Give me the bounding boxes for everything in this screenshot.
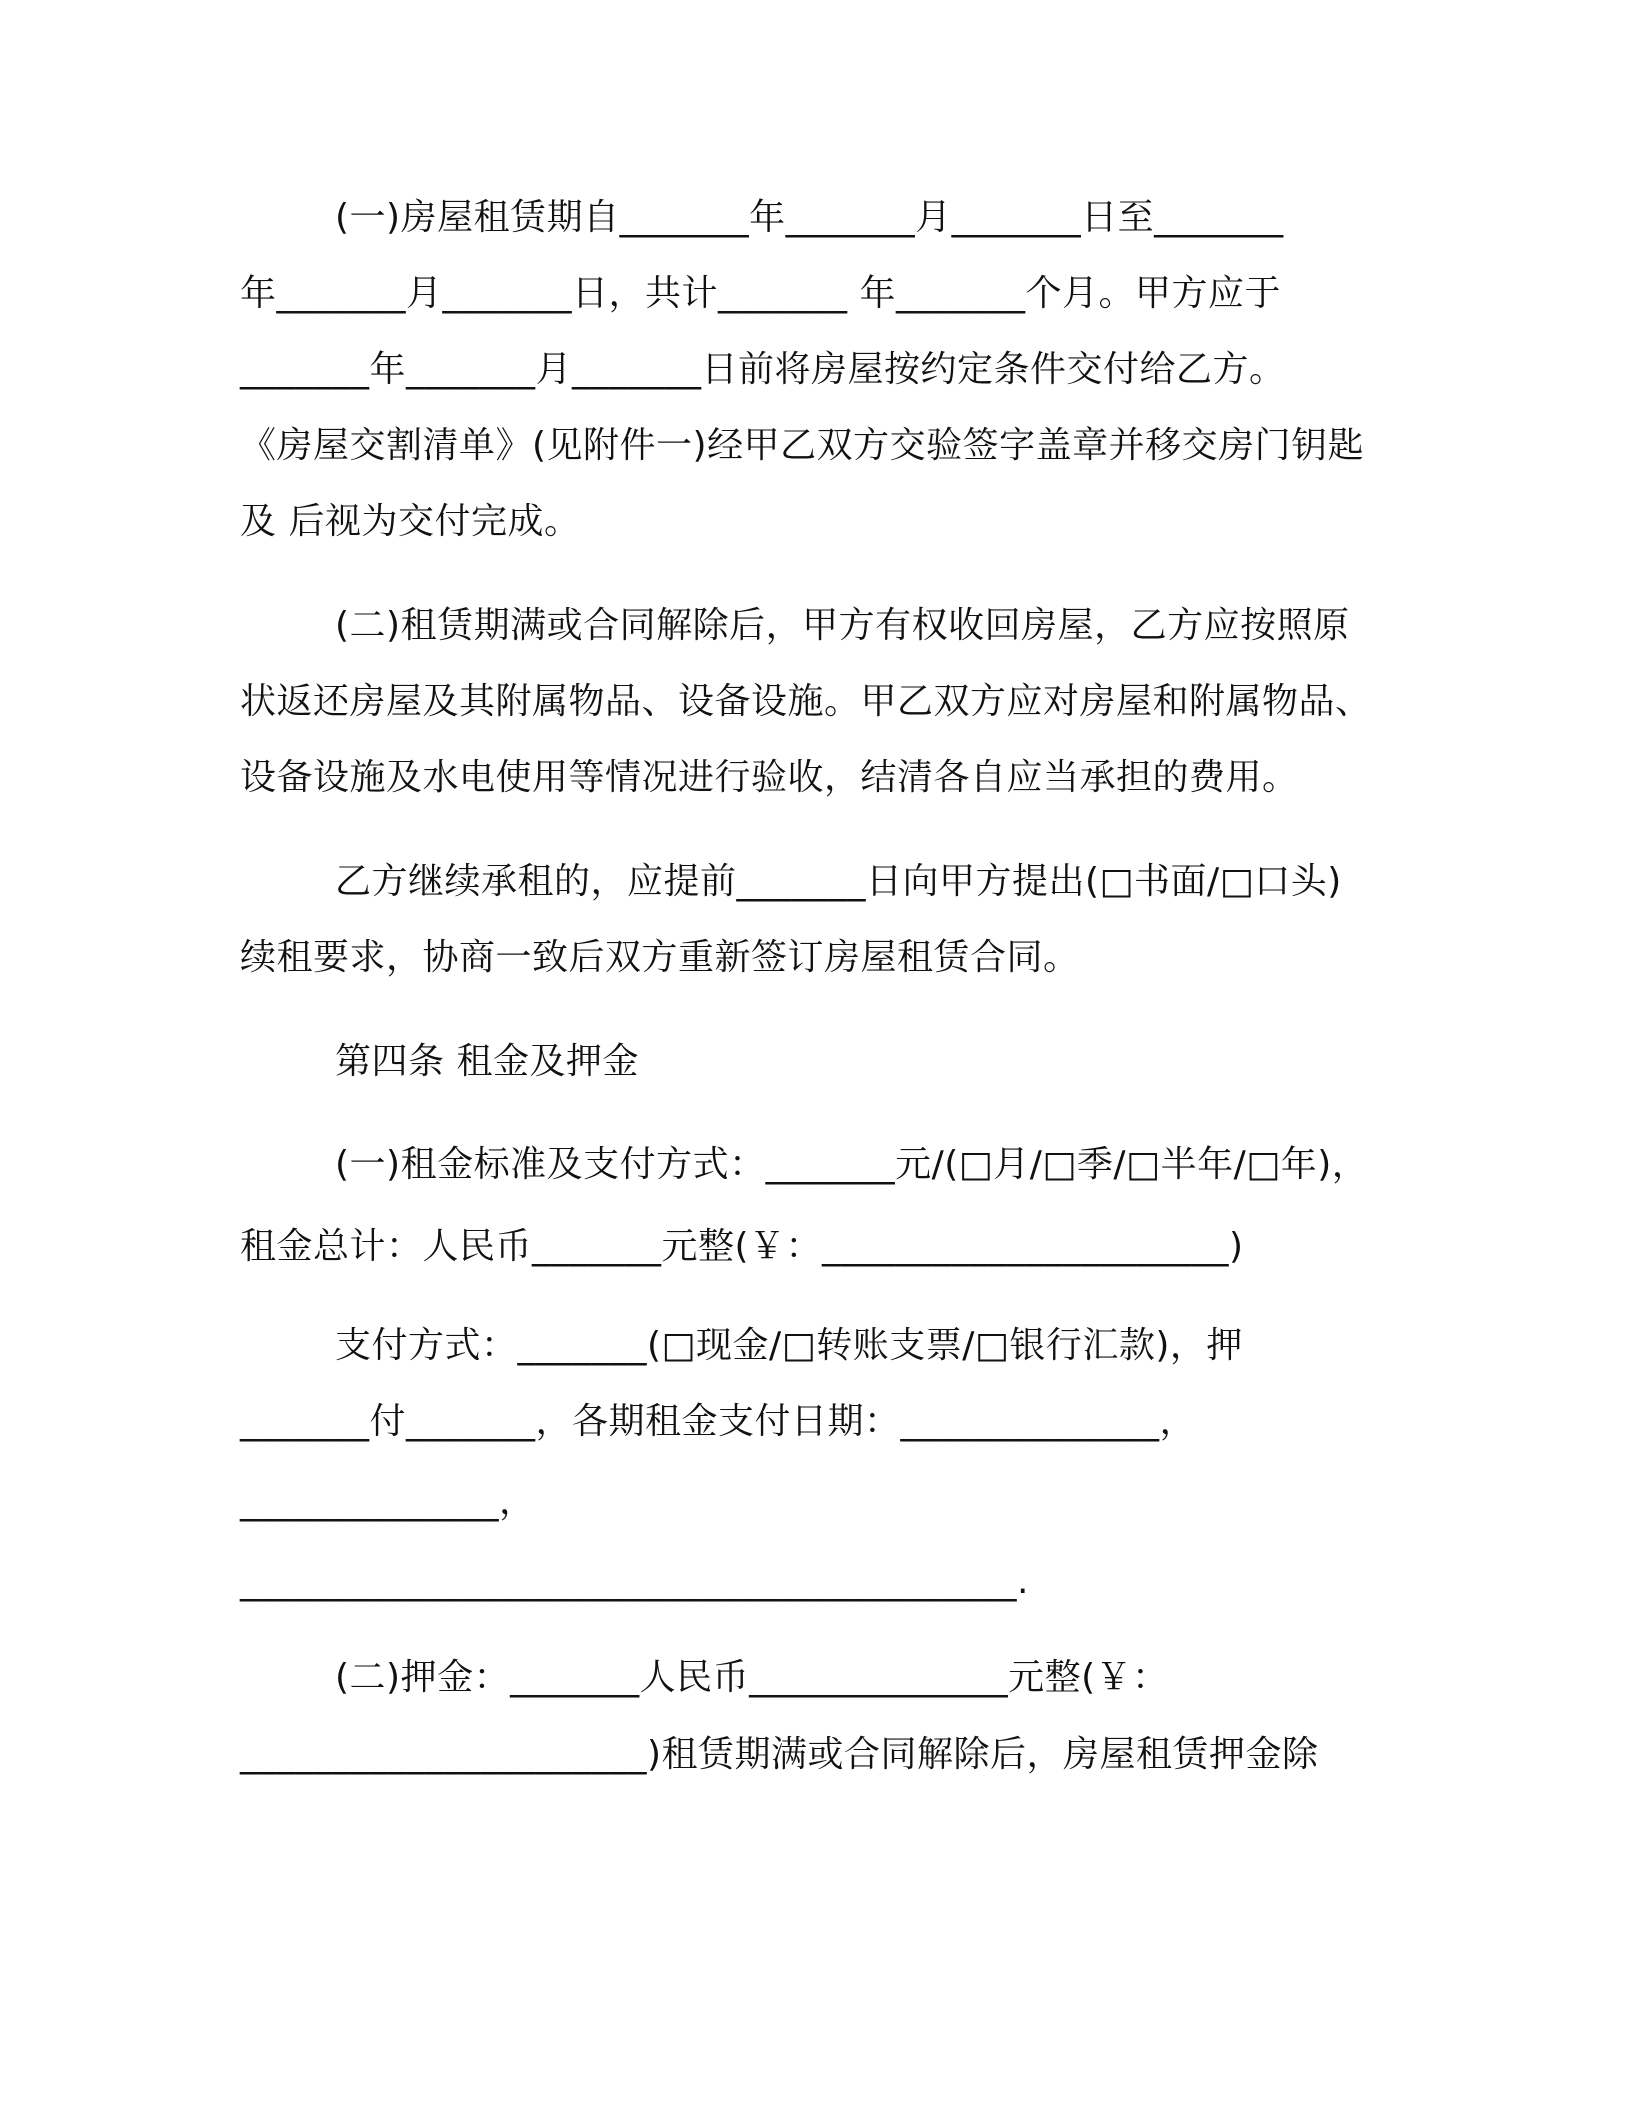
article-4-heading: 第四条 租金及押金 [335, 1041, 639, 1082]
paragraph-payment-line-4: __________________________________________. [240, 1561, 1029, 1602]
paragraph-payment-line-1: 支付方式：_______(□现金/□转账支票/□银行汇款)，押 [335, 1325, 1243, 1366]
paragraph-lease-term-line-1: (一)房屋租赁期自_______年_______月_______日至_______ [335, 197, 1284, 238]
paragraph-payment-line-2: _______付_______，各期租金支付日期：______________， [240, 1401, 1197, 1442]
paragraph-renewal-line-2: 续租要求，协商一致后双方重新签订房屋租赁合同。 [240, 937, 1080, 978]
paragraph-rent-line-1: (一)租金标准及支付方式：_______元/(□月/□季/□半年/□年)， [335, 1144, 1369, 1185]
paragraph-return-line-1: (二)租赁期满或合同解除后，甲方有权收回房屋，乙方应按照原 [335, 605, 1350, 646]
paragraph-lease-term-line-2: 年_______月_______日，共计_______ 年_______个月。甲方应于 [240, 273, 1281, 314]
paragraph-lease-term-line-3: _______年_______月_______日前将房屋按约定条件交付给乙方。 [240, 349, 1286, 390]
paragraph-lease-term-line-5: 及 后视为交付完成。 [240, 501, 581, 542]
paragraph-payment-line-3: ______________， [240, 1481, 536, 1522]
paragraph-rent-line-2: 租金总计：人民币_______元整(￥：______________________) [240, 1226, 1244, 1267]
paragraph-renewal-line-1: 乙方继续承租的，应提前_______日向甲方提出(□书面/□口头) [335, 861, 1342, 902]
paragraph-return-line-2: 状返还房屋及其附属物品、设备设施。甲乙双方应对房屋和附属物品、 [240, 681, 1372, 722]
paragraph-deposit-line-1: (二)押金：_______人民币______________元整(￥： [335, 1657, 1169, 1698]
paragraph-return-line-3: 设备设施及水电使用等情况进行验收，结清各自应当承担的费用。 [240, 757, 1299, 798]
paragraph-lease-term-line-4: 《房屋交割清单》(见附件一)经甲乙双方交验签字盖章并移交房门钥匙 [240, 425, 1365, 466]
paragraph-deposit-line-2: ______________________)租赁期满或合同解除后，房屋租赁押金除 [240, 1734, 1319, 1775]
